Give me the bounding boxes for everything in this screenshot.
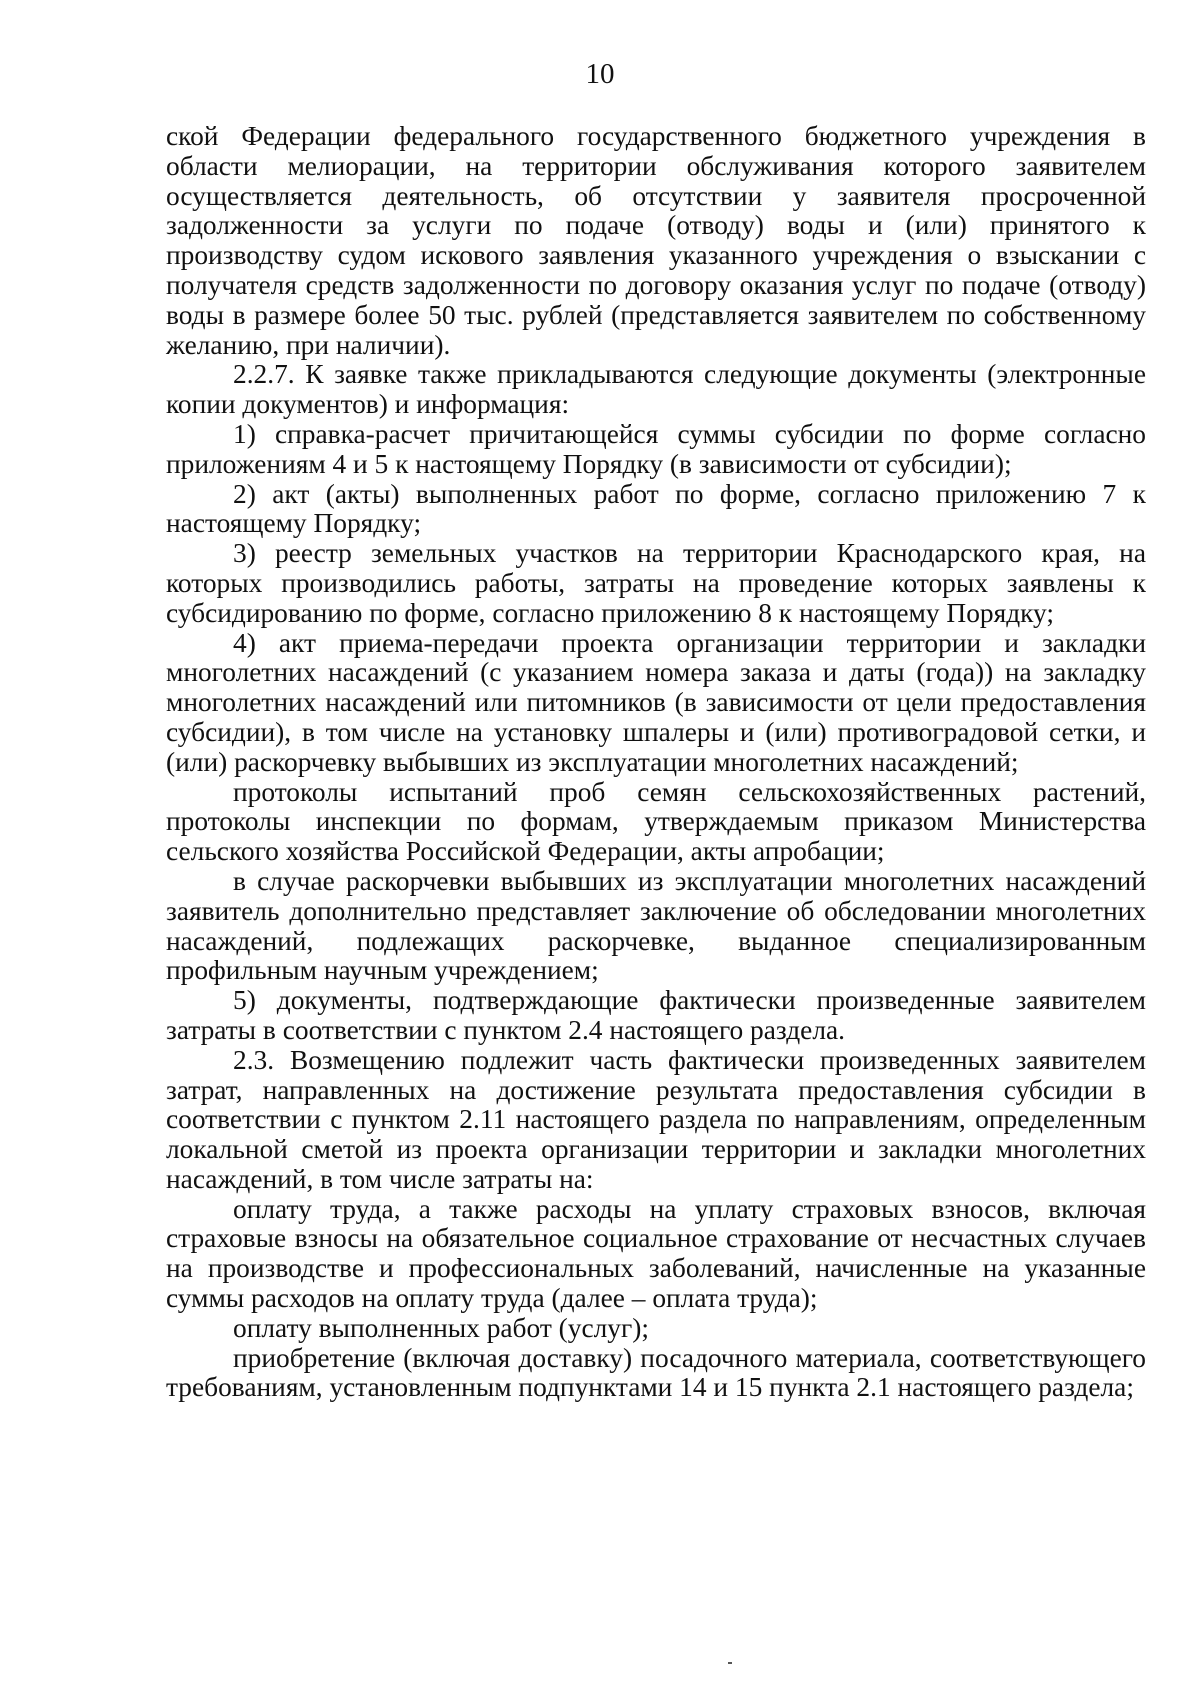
- list-item: 1) справка-расчет причитающейся суммы субсидии по форме согласно приложениям 4 и 5 к настоящему Порядку (в зависимости от субсидии);: [166, 418, 1146, 479]
- paragraph: оплату выполненных работ (услуг);: [233, 1312, 649, 1343]
- paragraph: ской Федерации федерального государственного бюджетного учреждения в области мелиорации, на территории обслуживания которого заявителем осуществляется деятельность, об отсутствии у заявителя просроченной задолженности за услуги по подаче (отводу) воды и (или) принятого к производству судом искового заявления указанного учреждения о взыскании с получателя средств задолженности по договору оказания услуг по подаче (отводу) воды в размере более 50 тыс. рублей (представляется заявителем по собственному желанию, при наличии).: [166, 121, 1146, 360]
- paragraph: приобретение (включая доставку) посадочного материала, соответствующего требованиям, установленным подпунктами 14 и 15 пункта 2.1 настоящего раздела;: [166, 1342, 1146, 1403]
- list-item: 5) документы, подтверждающие фактически произведенные заявителем затраты в соответствии с пунктом 2.4 настоящего раздела.: [166, 985, 1146, 1045]
- list-item: 4) акт приема-передачи проекта организации территории и закладки многолетних насаждений (с указанием номера заказа и даты (года)) на закладку многолетних насаждений или питомников (в зависимости от цели предоставления субсидии), в том числе на установку шпалеры и (или) противоградовой сетки, и (или) раскорчевку выбывших из эксплуатации многолетних насаждений;: [166, 627, 1146, 777]
- paragraph: 2.2.7. К заявке также прикладываются следующие документы (электронные копии документов) и информация:: [166, 359, 1146, 420]
- list-item: 2) акт (акты) выполненных работ по форме, согласно приложению 7 к настоящему Порядку;: [166, 478, 1146, 539]
- document-body: [166, 122, 1146, 1403]
- paragraph: в случае раскорчевки выбывших из эксплуатации многолетних насаждений заявитель дополнительно представляет заключение об обследовании многолетних насаждений, подлежащих раскорчевке, выданное специализированным профильным научным учреждением;: [166, 865, 1146, 986]
- paragraph: протоколы испытаний проб семян сельскохозяйственных растений, протоколы инспекции по формам, утверждаемым приказом Министерства сельского хозяйства Российской Федерации, акты апробации;: [166, 776, 1146, 867]
- list-item: 3) реестр земельных участков на территории Краснодарского края, на которых производились работы, затраты на проведение которых заявлены к субсидированию по форме, согласно приложению 8 к настоящему Порядку;: [166, 538, 1146, 628]
- page-number: 10: [585, 58, 615, 90]
- paragraph: оплату труда, а также расходы на уплату страховых взносов, включая страховые взносы на обязательное социальное страхование от несчастных случаев на производстве и профессиональных заболеваний, начисленные на указанные суммы расходов на оплату труда (далее – оплата труда);: [166, 1193, 1146, 1314]
- scan-speck: [728, 1662, 732, 1664]
- paragraph: 2.3. Возмещению подлежит часть фактически произведенных заявителем затрат, направленных на достижение результата предоставления субсидии в соответствии с пунктом 2.11 настоящего раздела по направлениям, определенным локальной сметой из проекта организации территории и закладки многолетних насаждений, в том числе затраты на:: [166, 1044, 1146, 1194]
